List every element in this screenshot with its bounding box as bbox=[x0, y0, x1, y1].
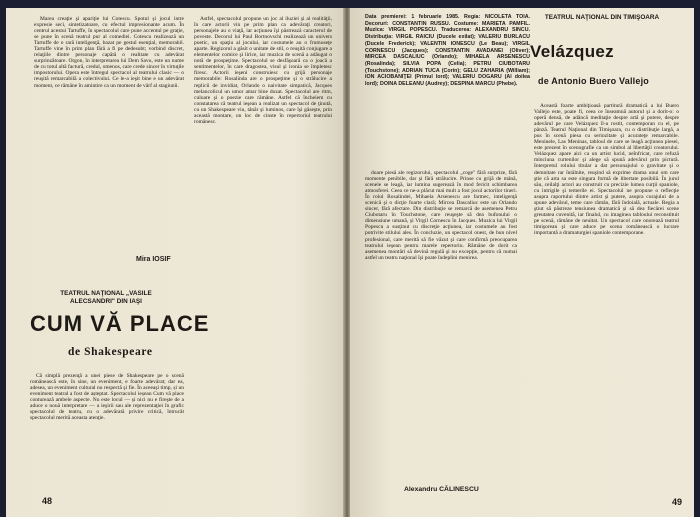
page-number-right: 49 bbox=[672, 497, 683, 507]
article-title-velazquez: Velázquez bbox=[530, 42, 614, 61]
premiere-credits: Data premierei: 1 februarie 1985. Regia: NICOLETA TOIA. Decoruri: CONSTANTIN RUSSU. Costume: MARIETA PAMFIL. Muzica: VIRGIL POPESCU. Traducerea: ALEXANDRU SINCU. Distribuţia: VIRGIL RAICIU (Ducele exilat); VALERIU BURLACU (Ducele Frederick); VALENTIN IONESCU (Le Beau); VIRGIL CORNESCU (Jacques); CONSTANTIN AVADANEI (Oliver); MIRCEA DASCALIUC (Orlando); MIHAELA ARSENESCU (Rosalinda); SILVIA POPA (Celia); PETRU CIUBOTARU (Touchstone); ADRIAN TUCA (Corin); GELU ZAHARIA (William); ION ACIOBANIŢEI (Primul lord); VALERIU DOGARU (Al doilea lord); DOINA DELEANU (Audrey); DESPINA MARCU (Phebe). bbox=[365, 14, 530, 88]
page-number-left: 48 bbox=[42, 496, 53, 506]
right-page bbox=[350, 8, 694, 517]
right-column-2-text bbox=[534, 103, 679, 497]
article-signature-left: Mira IOSIF bbox=[136, 256, 171, 263]
left-page bbox=[6, 8, 344, 517]
article-subtitle-buero-vallejo: de Antonio Buero Vallejo bbox=[538, 76, 649, 86]
article-paragraph: Marea creaţie şi apariţie lui Cotescu. Spotul şi jocul intre expresie seci, sintetizatoare, cu efectul impresionante acum. În centrul acestui Tartuffe, în spectacolul care pune accentul pe graţie, se pune în scenă teatrul pur al comediei. Cotescu realizează un Tartuffe de o rară inteligenţă, bazat pe gestul esenţial, memorabil. Tartuffe vine în prim plan fără a fi pe dedesubt; vorbind discret, relaţiile dintre personaje capătă o realitate cu adevărat surprinzătoare. Orgon, în interpretarea lui Dem Savu, este un nume de cu totul altă factură, credul, omenos, care crede sincer în virtuţile impostorului. Opera este întregul spectacol al teatrului clasic — o reuşită remarcabilă a colectivului. Ce le-a ieşit bine e un adevărat moment, ce rămâne în amintire ca un moment de vârf al stagiunii. bbox=[34, 16, 184, 89]
section-heading-timisoara: TEATRUL NAŢIONAL DIN TIMIŞOARA bbox=[544, 14, 660, 21]
right-column-1-text bbox=[365, 170, 517, 478]
article-paragraph: Că simplă prezenţă a unei piese de Shakespeare pe o scenă românească este, în sine, un eveniment, e foarte adevărat; dar ea, adesea, un eveniment cultural nu respectă şi fie. În aceeaşi timp, și un eveniment teatral a fost de așteptat. Spectacolul ieșean Cum vă place conturează ambele aspecte. Nu este locul — și nici nu e fireşte de a aduce o nouă interpretare — a ieşirii sau ale reprezentaţiei în grafic spectacolul de teatru, cu o adevărată privire critică, întrucât spectacolul merită aceasta atenţie. bbox=[30, 373, 184, 422]
article-paragraph: Această foarte ambiţioasă partitură dramatică a lui Buero Vallejo este, poate fi, ceea ce înseamnă autorul şi a dorit-o: o operă densă, de adâncă meditaţie despre artă şi putere, despre adevărul pe care Velázquez îl-a rostit, contemporan cu el, pe pânză. Teatrul Naţional din Timişoara, cu o distribuţie largă, a pus în scenă piesa cu seriozitate şi acurateţe remarcabile. Meninele, Las Meninas, tabloul de care se leagă acţiunea piesei, este prezent în scenografie ca un simbol al libertăţii creatorului. Velázquez apare aici ca un artist lucid, neînfricat, care refuză minciuna curtenilor şi alege să spună adevărul prin pictură. Interpretul rolului titular a dat personajului o gravitate şi o demnitate rar întâlnite, reuşind să exprime drama unui om care ştie că arta sa este singura formă de libertate posibilă. În jurul său, ceilalţi actori au construit cu precizie lumea curţii spaniole, cu intrigile şi temerile ei. Spectacolul ne propune o reflecţie asupra raportului dintre artist şi putere, asupra curajului de a spune adevărul, teme care rămân, fără îndoială, actuale. Regia a ştiut să păstreze tensiunea dramatică şi să dea fiecărei scene greutatea cuvenită, iar finalul, cu imaginea tabloului reconstituit pe scenă, rămâne de neuitat. Un spectacol care onorează teatrul timişorean şi care aduce pe scena românească o lucrare importantă a dramaturgiei spaniole contemporane. bbox=[534, 103, 679, 236]
section-heading-iasi: TEATRUL NAŢIONAL „VASILE ALECSANDRI" DIN IAŞI bbox=[60, 290, 152, 305]
article-paragraph: Astfel, spectacolul propune un joc al iluziei şi al realităţii, în care actorii vin pe prim plan ca adevăraţi creatori, personajele au o viaţă, iar acţiunea îşi păstrează caracterul de poveste. Decorul lui Paul Bortnovschi realizează un univers poetic, un spaţiu al jocului, iar costumele au o frumuseţe aparte. Regizorul a găsit o unitate de stil, o reuşită conjugare a elementelor comice şi lirice, iar muzica de scenă a adăugat o notă de prospeţime. Spectacolul se desfăşoară ca o joacă a sentimentelor, în care dragostea, visul şi ironia se împletesc firesc. Actorii ieşeni construiesc cu grijă personaje memorabile: Rosalinda are o prospeţime şi o strălucire a replicii de invidiat, Orlando o naivitate simpatică, Jacques melancolicul un umor amar bine dozat. Spectacolul are ritm, culoare şi o poezie care rămâne. Astfel că încheiem cu constatarea că teatrul ieşean a realizat un spectacol de ţinută, cu un Shakespeare viu, tânăr şi luminos, care îşi găseşte, prin această montare, un loc de cinste în repertoriul teatrului românesc. bbox=[194, 16, 332, 125]
left-column-1b-text bbox=[30, 373, 184, 478]
left-column-1-text bbox=[34, 16, 184, 252]
article-paragraph: doare piesă ale regizorului, spectacolul „coge" fără surprize, fără momente penibile, dar şi fără strălucire. Prinse cu grijă de mână, scenele se leagă, iar lumina sugerează în mod fericit schimbarea atmosferei. Ceea ce ne-a plăcut mai mult a fost jocul actorilor tineri. În rolul Rosalindei, Mihaela Arsenescu are farmec, inteligenţă scenică şi o dicţie foarte clară; Mircea Dascaliuc este un Orlando sincer, fără afectare. Din distribuţie se remarcă de asemenea Petru Ciubotaru în Touchstone, care reuşeşte să dea bufonului o dimensiune umană, şi Virgil Cornescu în Jacques. Muzica lui Virgil Popescu a susţinut cu discreţie acţiunea, iar costumele au fost potrivite stilului ales. În concluzie, un spectacol onest, de bun nivel profesional, care merită să fie văzut şi care confirmă preocuparea teatrului ieşean pentru marele repertoriu. Rămâne de dorit ca asemenea montări să devină regulă şi nu excepţie, pentru că numai astfel un teatru naţional îşi poate îndeplini menirea. bbox=[365, 170, 517, 261]
article-title-cum-va-place: CUM VĂ PLACE bbox=[30, 311, 210, 336]
article-subtitle-shakespeare: de Shakespeare bbox=[68, 346, 153, 358]
left-column-2-text bbox=[194, 16, 332, 478]
article-signature-right: Alexandru CĂLINESCU bbox=[404, 486, 479, 493]
